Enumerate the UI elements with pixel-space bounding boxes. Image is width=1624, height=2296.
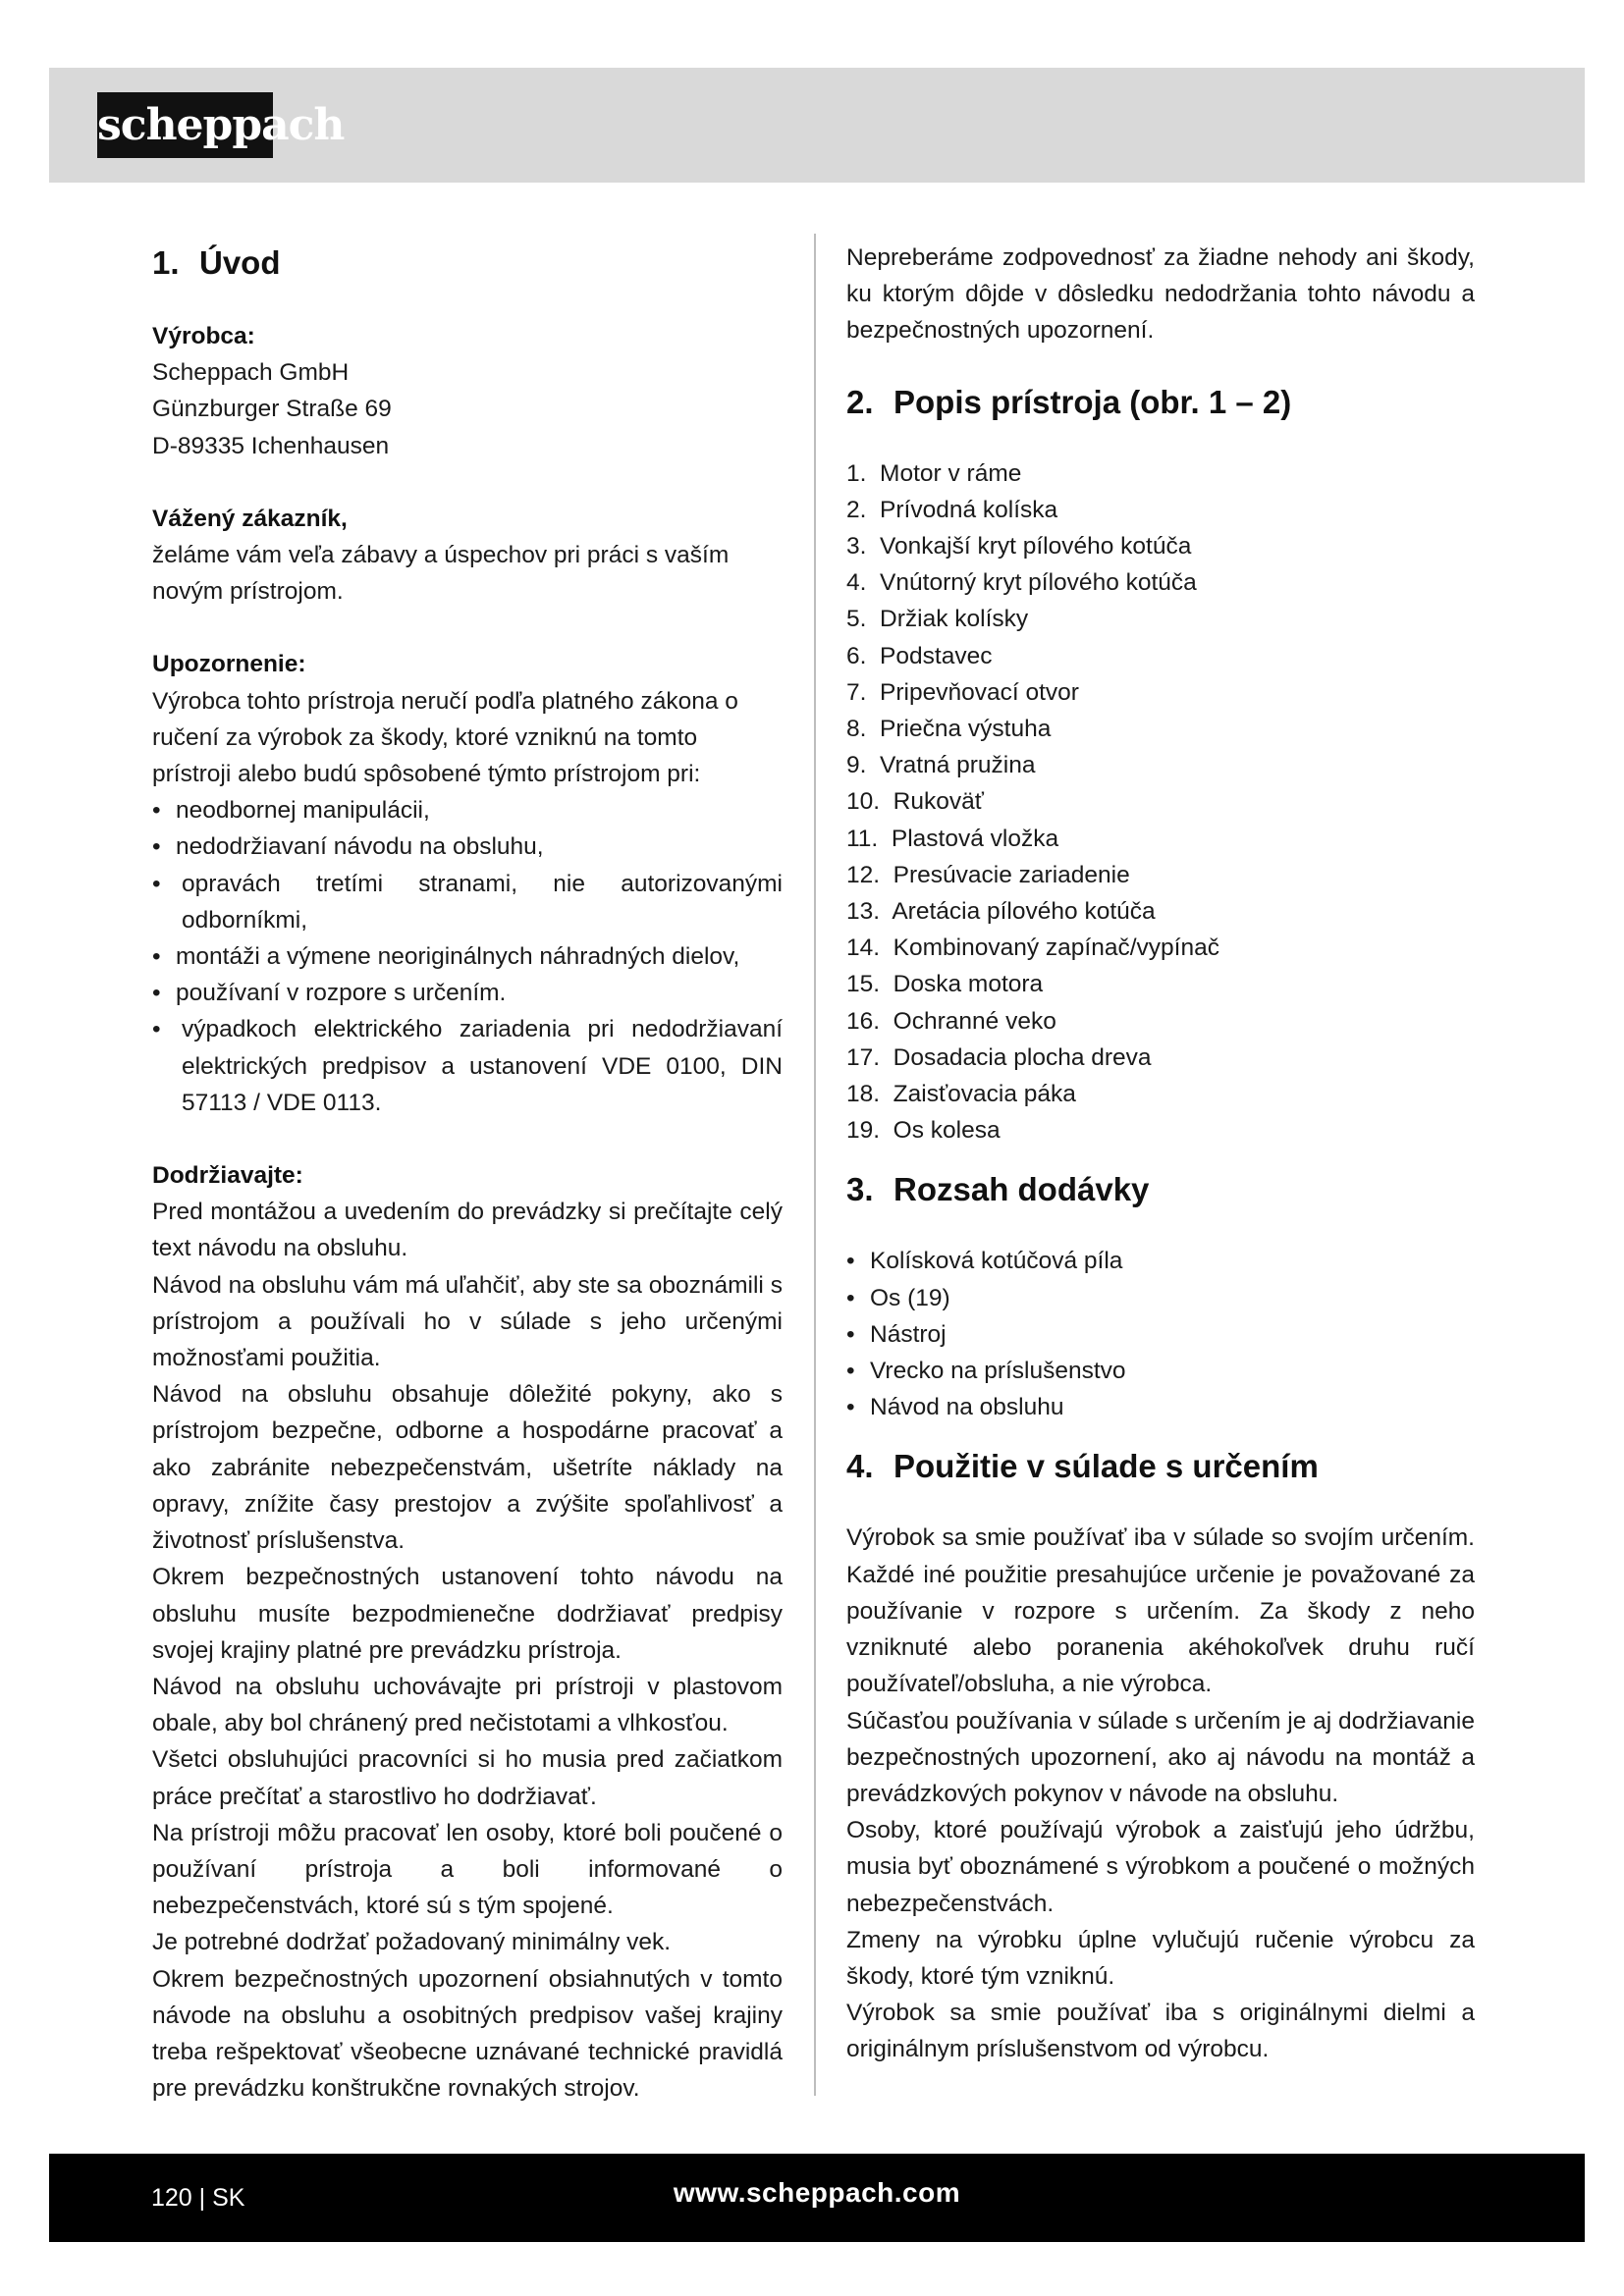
header-band [49,68,1585,183]
section-heading-intended-use: 4. Použitie v súlade s určením [846,1448,1319,1485]
notice-label: Upozornenie: [152,651,306,678]
list-item: 15. Doska motora [846,971,1044,998]
list-item: • opravách tretími stranami, nie autorizovanými odborníkmi, [152,866,783,938]
list-item: 4. Vnútorný kryt pílového kotúča [846,569,1197,597]
list-item: 1. Motor v ráme [846,459,1022,487]
list-item: • používaní v rozpore s určením. [152,975,783,1011]
website-link[interactable]: www.scheppach.com [673,2177,961,2208]
observe-paragraph: Návod na obsluhu vám má uľahčiť, aby ste sa oboznámili s prístrojom a používali ho v súlade s jeho určenými možnosťami použitia. [152,1271,783,1372]
list-item: 17. Dosadacia plocha dreva [846,1043,1152,1071]
delivery-list [846,1243,1475,1425]
list-item: • Os (19) [846,1280,1475,1316]
liability-text: Nepreberáme zodpovednosť za žiadne nehody ani škody, ku ktorým dôjde v dôsledku nedodržania tohto návodu a bezpečnostných upozornení. [846,244,1475,345]
observe-paragraph: Návod na obsluhu obsahuje dôležité pokyny, ako s prístrojom bezpečne, odborne a hospodárne pracovať a ako zabránite nebezpečenstvám, ušetríte náklady na opravy, znížite časy prestojov a zvýšite spoľahlivosť a životnosť príslušenstva. [152,1381,783,1555]
column-divider [814,234,816,2096]
footer-bar [49,2154,1585,2242]
list-item: 19. Os kolesa [846,1117,1001,1145]
manufacturer-city: D-89335 Ichenhausen [152,432,390,459]
observe-paragraph: Okrem bezpečnostných upozornení obsiahnutých v tomto návode na obsluhu a osobitných predpisov vašej krajiny treba rešpektovať všeobecne uznávané technické pravidlá pre prevádzku konštrukčne rovnakých strojov. [152,1965,783,2103]
list-item: 2. Prívodná kolíska [846,496,1058,523]
list-item: 12. Presúvacie zariadenie [846,861,1130,888]
manufacturer-label: Výrobca: [152,323,255,349]
right-column [846,240,1475,2068]
section-heading-description: 2. Popis prístroja (obr. 1 – 2) [846,383,1292,420]
list-item: 5. Držiak kolísky [846,606,1029,633]
list-item: • výpadkoch elektrického zariadenia pri nedodržiavaní elektrických predpisov a ustanovení VDE 0100, DIN 57113 / VDE 0113. [152,1011,783,1121]
use-paragraph: Zmeny na výrobku úplne vylučujú ručenie výrobcu za škody, ktoré tým vzniknú. [846,1926,1475,1990]
list-item: 18. Zaisťovacia páka [846,1081,1076,1108]
customer-text: želáme vám veľa zábavy a úspechov pri práci s vaším novým prístrojom. [152,542,730,606]
observe-paragraph: Návod na obsluhu uchovávajte pri prístroji v plastovom obale, aby bol chránený pred nečistotami a vlhkosťou. [152,1673,783,1737]
observe-paragraph: Okrem bezpečnostných ustanovení tohto návodu na obsluhu musíte bezpodmienečne dodržiavať predpisy svojej krajiny platné pre prevádzku prístroja. [152,1564,783,1664]
use-paragraph: Súčasťou používania v súlade s určením je aj dodržiavanie bezpečnostných upozornení, ako aj návodu na montáž a prevádzkových pokynov v návode na obsluhu. [846,1707,1475,1807]
list-item: 6. Podstavec [846,642,993,669]
list-item: 3. Vonkajší kryt pílového kotúča [846,533,1192,561]
list-item: • Vrecko na príslušenstvo [846,1353,1475,1389]
list-item: 11. Plastová vložka [846,825,1059,852]
notice-text: Výrobca tohto prístroja neručí podľa platného zákona o ručení za výrobok za škody, ktoré vzniknú na tomto prístroji alebo budú spôsobené týmto prístrojom pri: [152,687,738,788]
list-item: • Kolísková kotúčová píla [846,1243,1475,1279]
use-paragraph: Osoby, ktoré používajú výrobok a zaisťujú jeho údržbu, musia byť oboznámené s výrobkom a poučené o možných nebezpečenstvách. [846,1817,1475,1917]
brand-logo: scheppach [97,92,273,158]
observe-paragraph: Všetci obsluhujúci pracovníci si ho musia pred začiatkom práce prečítať a starostlivo ho dodržiavať. [152,1746,783,1810]
page-number: 120 | SK [151,2184,245,2212]
observe-paragraph: Pred montážou a uvedením do prevádzky si prečítajte celý text návodu na obsluhu. [152,1199,783,1262]
list-item: 10. Rukoväť [846,788,984,816]
observe-label: Dodržiavajte: [152,1162,303,1190]
list-item: • nedodržiavaní návodu na obsluhu, [152,828,783,865]
list-item: • Nástroj [846,1316,1475,1353]
list-item: 16. Ochranné veko [846,1007,1056,1035]
section-heading-intro: 1. Úvod [152,244,281,281]
list-item: 14. Kombinovaný zapínač/vypínač [846,934,1219,962]
customer-label: Vážený zákazník, [152,505,348,532]
list-item: • neodbornej manipulácii, [152,792,783,828]
observe-paragraph: Je potrebné dodržať požadovaný minimálny vek. [152,1929,672,1956]
list-item: 9. Vratná pružina [846,752,1036,779]
left-column [152,240,783,2107]
manufacturer-name: Scheppach GmbH [152,359,350,387]
list-item: • Návod na obsluhu [846,1389,1475,1425]
list-item: • montáži a výmene neoriginálnych náhradných dielov, [152,938,783,975]
use-paragraph: Výrobok sa smie používať iba v súlade so svojím určením. Každé iné použitie presahujúce určenie je považované za používanie v rozpore s určením. Za škody z neho vzniknuté alebo poranenia akéhokoľvek druhu ručí používateľ/obsluha, a nie výrobca. [846,1524,1475,1698]
list-item: 7. Pripevňovací otvor [846,678,1079,706]
list-item: 13. Aretácia pílového kotúča [846,898,1156,926]
use-paragraph: Výrobok sa smie používať iba s originálnymi dielmi a originálnym príslušenstvom od výrobcu. [846,2000,1475,2063]
notice-bullet-list [152,792,783,1121]
section-heading-delivery: 3. Rozsah dodávky [846,1171,1150,1208]
list-item: 8. Priečna výstuha [846,716,1052,743]
parts-list [846,455,1475,1149]
manufacturer-street: Günzburger Straße 69 [152,396,392,423]
observe-paragraph: Na prístroji môžu pracovať len osoby, ktoré boli poučené o používaní prístroja a boli informované o nebezpečenstvách, ktoré sú s tým spojené. [152,1819,783,1920]
